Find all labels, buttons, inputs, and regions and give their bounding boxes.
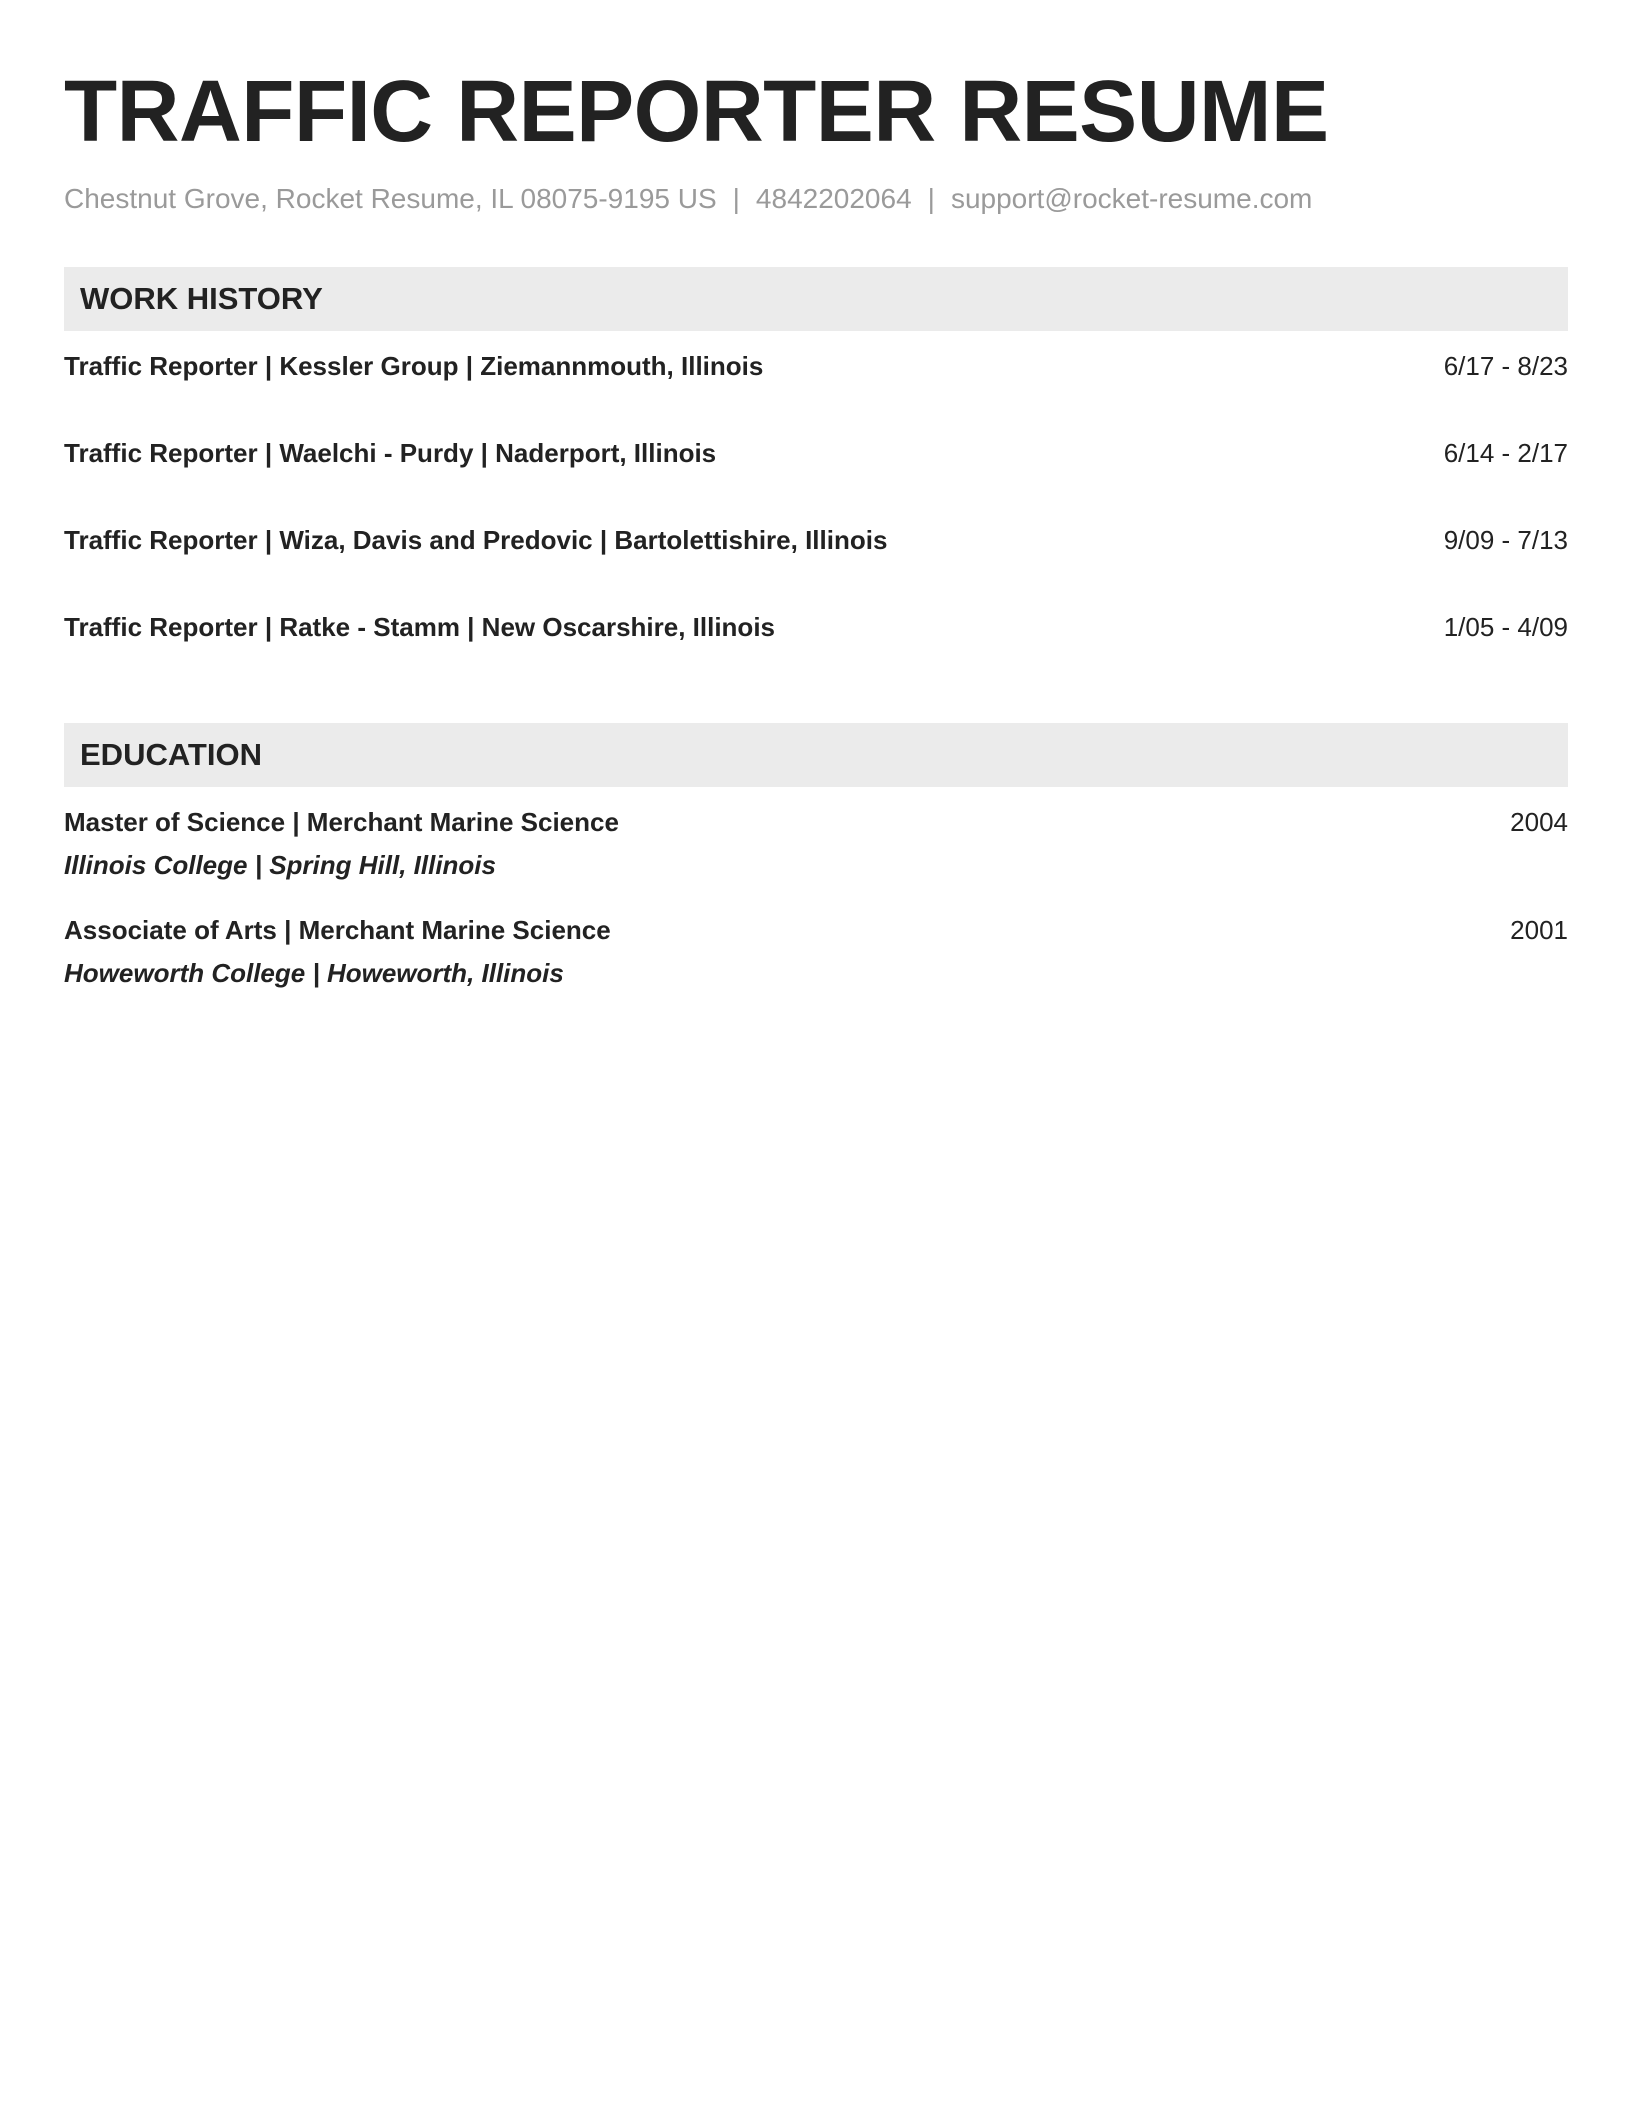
education-heading: EDUCATION bbox=[64, 723, 1568, 787]
job-dates: 6/14 - 2/17 bbox=[1443, 438, 1568, 468]
education-degree: Master of Science | Merchant Marine Science bbox=[64, 807, 619, 837]
contact-email: support@rocket-resume.com bbox=[950, 183, 1313, 214]
contact-address: Chestnut Grove, Rocket Resume, IL 08075-9195 US bbox=[64, 183, 717, 214]
job-entry bbox=[64, 331, 1568, 418]
education-school: Illinois College | Spring Hill, Illinois bbox=[64, 850, 496, 880]
work-history-list bbox=[64, 331, 1568, 679]
education-school: Howeworth College | Howeworth, Illinois bbox=[64, 958, 564, 988]
contact-line bbox=[64, 183, 1568, 215]
resume-title: TRAFFIC REPORTER RESUME bbox=[64, 63, 1329, 160]
education-entry bbox=[64, 881, 1568, 989]
education-year: 2004 bbox=[1510, 807, 1568, 837]
job-title: Traffic Reporter | Waelchi - Purdy | Naderport, Illinois bbox=[64, 438, 717, 468]
job-title: Traffic Reporter | Wiza, Davis and Predovic | Bartolettishire, Illinois bbox=[64, 525, 888, 555]
education-entry bbox=[64, 787, 1568, 881]
education-year: 2001 bbox=[1510, 915, 1568, 945]
job-entry bbox=[64, 592, 1568, 679]
education-degree: Associate of Arts | Merchant Marine Science bbox=[64, 915, 611, 945]
job-title: Traffic Reporter | Kessler Group | Ziemannmouth, Illinois bbox=[64, 351, 764, 381]
education-list bbox=[64, 787, 1568, 989]
contact-separator: | bbox=[927, 183, 935, 214]
contact-separator: | bbox=[732, 183, 740, 214]
job-entry bbox=[64, 505, 1568, 592]
contact-phone: 4842202064 bbox=[755, 183, 912, 214]
work-history-heading: WORK HISTORY bbox=[64, 267, 1568, 331]
job-entry bbox=[64, 418, 1568, 505]
job-dates: 6/17 - 8/23 bbox=[1443, 351, 1568, 381]
education-row bbox=[64, 915, 1568, 946]
job-title: Traffic Reporter | Ratke - Stamm | New Oscarshire, Illinois bbox=[64, 612, 776, 642]
job-dates: 9/09 - 7/13 bbox=[1443, 525, 1568, 555]
job-dates: 1/05 - 4/09 bbox=[1443, 612, 1568, 642]
education-row bbox=[64, 807, 1568, 838]
